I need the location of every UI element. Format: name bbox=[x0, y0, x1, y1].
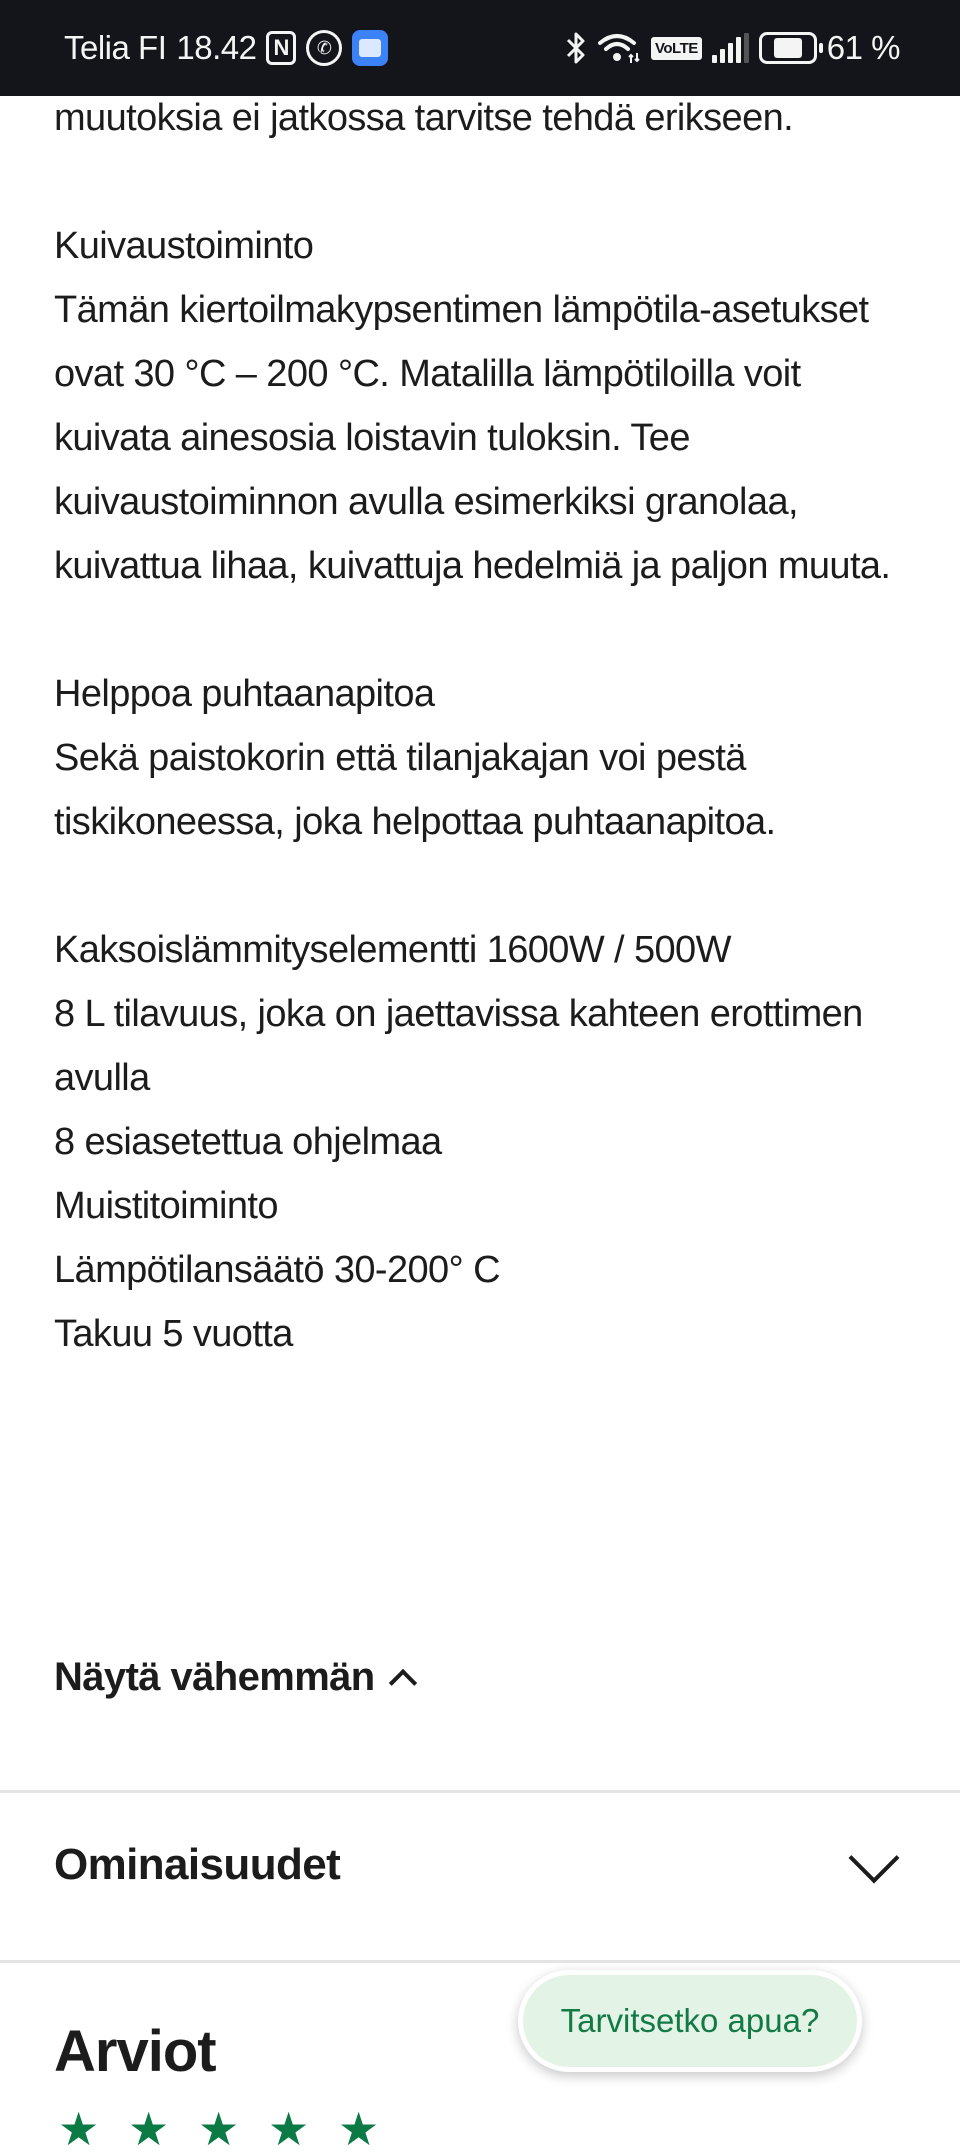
section-body: Tämän kiertoilmakypsentimen lämpötila-asetukset ovat 30 °C – 200 °C. Matalilla lämpötiloilla voit kuivata ainesosia loistavin tuloksin. Tee kuivaustoiminnon avulla esimerkiksi granolaa, kuivattua lihaa, kuivattuja hedelmiä ja paljon muuta. bbox=[54, 289, 891, 587]
show-less-button[interactable] bbox=[54, 1655, 413, 1700]
feature-item: Lämpötilansäätö 30-200° C bbox=[54, 1249, 500, 1291]
signal-icon bbox=[712, 33, 749, 63]
status-bar-right bbox=[565, 29, 900, 67]
section-heading: Helppoa puhtaanapitoa bbox=[54, 673, 435, 715]
star-icon: ★ bbox=[268, 2103, 310, 2155]
section-heading: Kuivaustoiminto bbox=[54, 225, 314, 267]
divider bbox=[0, 1960, 960, 1963]
nfc-icon: N bbox=[266, 31, 296, 65]
section-body: Sekä paistokorin että tilanjakajan voi pestä tiskikoneessa, joka helpottaa puhtaanapitoa. bbox=[54, 737, 776, 843]
feature-item: Takuu 5 vuotta bbox=[54, 1313, 293, 1355]
star-icon: ★ bbox=[338, 2103, 380, 2155]
feature-item: 8 L tilavuus, joka on jaettavissa kahteen erottimen avulla bbox=[54, 993, 863, 1099]
battery-icon bbox=[759, 32, 817, 64]
clock: 18.42 bbox=[176, 29, 257, 66]
reviews-heading: Arviot bbox=[54, 2019, 216, 2084]
divider bbox=[0, 1790, 960, 1793]
help-chat-button[interactable]: Tarvitsetko apua? bbox=[518, 1970, 862, 2072]
carrier-name: Telia FI bbox=[64, 29, 167, 66]
chevron-down-icon[interactable] bbox=[849, 1833, 900, 1884]
status-bar bbox=[0, 0, 960, 96]
whatsapp-icon: ✆ bbox=[306, 30, 342, 66]
wifi-icon bbox=[597, 31, 641, 65]
status-bar-left bbox=[64, 29, 388, 67]
product-description bbox=[54, 86, 924, 1366]
feature-item: 8 esiasetettua ohjelmaa bbox=[54, 1121, 442, 1163]
description-intro-tail: muutoksia ei jatkossa tarvitse tehdä erikseen. bbox=[54, 97, 794, 139]
star-icon: ★ bbox=[128, 2103, 170, 2155]
accordion-title: Ominaisuudet bbox=[54, 1840, 341, 1889]
star-icon: ★ bbox=[58, 2103, 100, 2155]
volte-icon: VoLTE bbox=[651, 37, 702, 60]
bluetooth-icon bbox=[565, 31, 587, 65]
feature-item: Kaksoislämmityselementti 1600W / 500W bbox=[54, 929, 731, 971]
feature-item: Muistitoiminto bbox=[54, 1185, 278, 1227]
chevron-up-icon bbox=[389, 1668, 417, 1696]
accordion-ominaisuudet[interactable] bbox=[54, 1840, 906, 1890]
mail-icon bbox=[352, 30, 388, 66]
show-less-label: Näytä vähemmän bbox=[54, 1655, 375, 1699]
rating-stars bbox=[58, 2103, 380, 2155]
star-icon: ★ bbox=[198, 2103, 240, 2155]
battery-percent: 61 % bbox=[826, 29, 900, 66]
